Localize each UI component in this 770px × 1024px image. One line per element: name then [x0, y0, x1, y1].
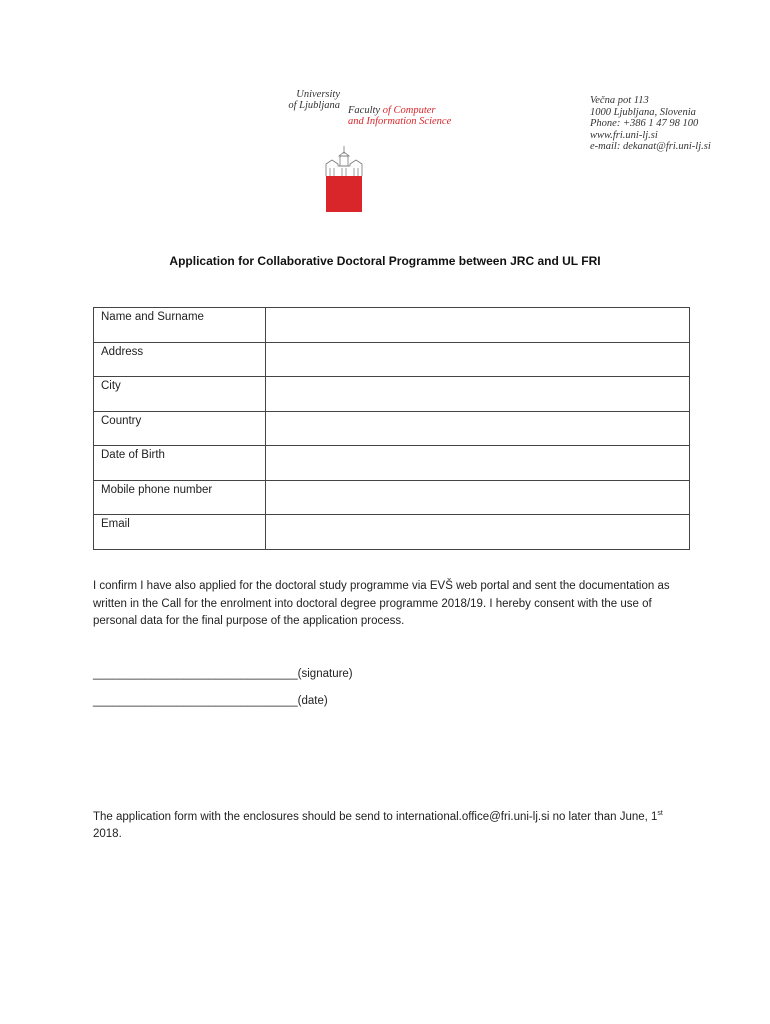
field-value-city[interactable]: [266, 377, 690, 412]
signature-label: (signature): [297, 668, 353, 680]
address-website: www.fri.uni-lj.si: [590, 129, 658, 141]
table-row: [94, 446, 690, 481]
field-label-email: Email: [94, 515, 266, 550]
applicant-details-table: [93, 307, 690, 550]
field-value-email[interactable]: [266, 515, 690, 550]
document-title: Application for Collaborative Doctoral Programme between JRC and UL FRI: [169, 254, 601, 268]
address-city: 1000 Ljubljana, Slovenia: [590, 106, 696, 118]
table-row: [94, 411, 690, 446]
university-logo-icon: [324, 144, 364, 214]
field-value-date-of-birth[interactable]: [266, 446, 690, 481]
field-label-city: City: [94, 377, 266, 412]
table-row: [94, 308, 690, 343]
address-phone: Phone: +386 1 47 98 100: [590, 118, 699, 129]
signature-line[interactable]: ________________________________(signature): [93, 668, 353, 680]
field-label-name: Name and Surname: [94, 308, 266, 343]
field-label-mobile: Mobile phone number: [94, 480, 266, 515]
confirmation-paragraph: I confirm I have also applied for the doctoral study programme via EVŠ web portal and sent the documentation as written in the Call for the enrolment into doctoral degree programme 2018/19. I hereby consent with the use of personal data for the final purpose of the application process.: [93, 580, 670, 627]
table-row: [94, 515, 690, 550]
faculty-name: Faculty of Computer and Information Science: [348, 105, 452, 127]
field-label-country: Country: [94, 411, 266, 446]
field-value-address[interactable]: [266, 342, 690, 377]
table-row: [94, 480, 690, 515]
table-row: [94, 377, 690, 412]
address-email: e-mail: dekanat@fri.uni-lj.si: [590, 141, 711, 152]
field-value-name[interactable]: [266, 308, 690, 343]
field-label-date-of-birth: Date of Birth: [94, 446, 266, 481]
table-row: [94, 342, 690, 377]
address-street: Večna pot 113: [590, 95, 649, 106]
date-label: (date): [297, 695, 328, 707]
field-label-address: Address: [94, 342, 266, 377]
date-line[interactable]: ________________________________(date): [93, 695, 328, 707]
university-name: University of Ljubljana: [288, 89, 340, 111]
submission-note: The application form with the enclosures should be send to international.office@fri.uni-lj.si no later than June, 1st 2018.: [93, 810, 663, 841]
field-value-country[interactable]: [266, 411, 690, 446]
field-value-mobile[interactable]: [266, 480, 690, 515]
contact-address: [590, 95, 711, 153]
